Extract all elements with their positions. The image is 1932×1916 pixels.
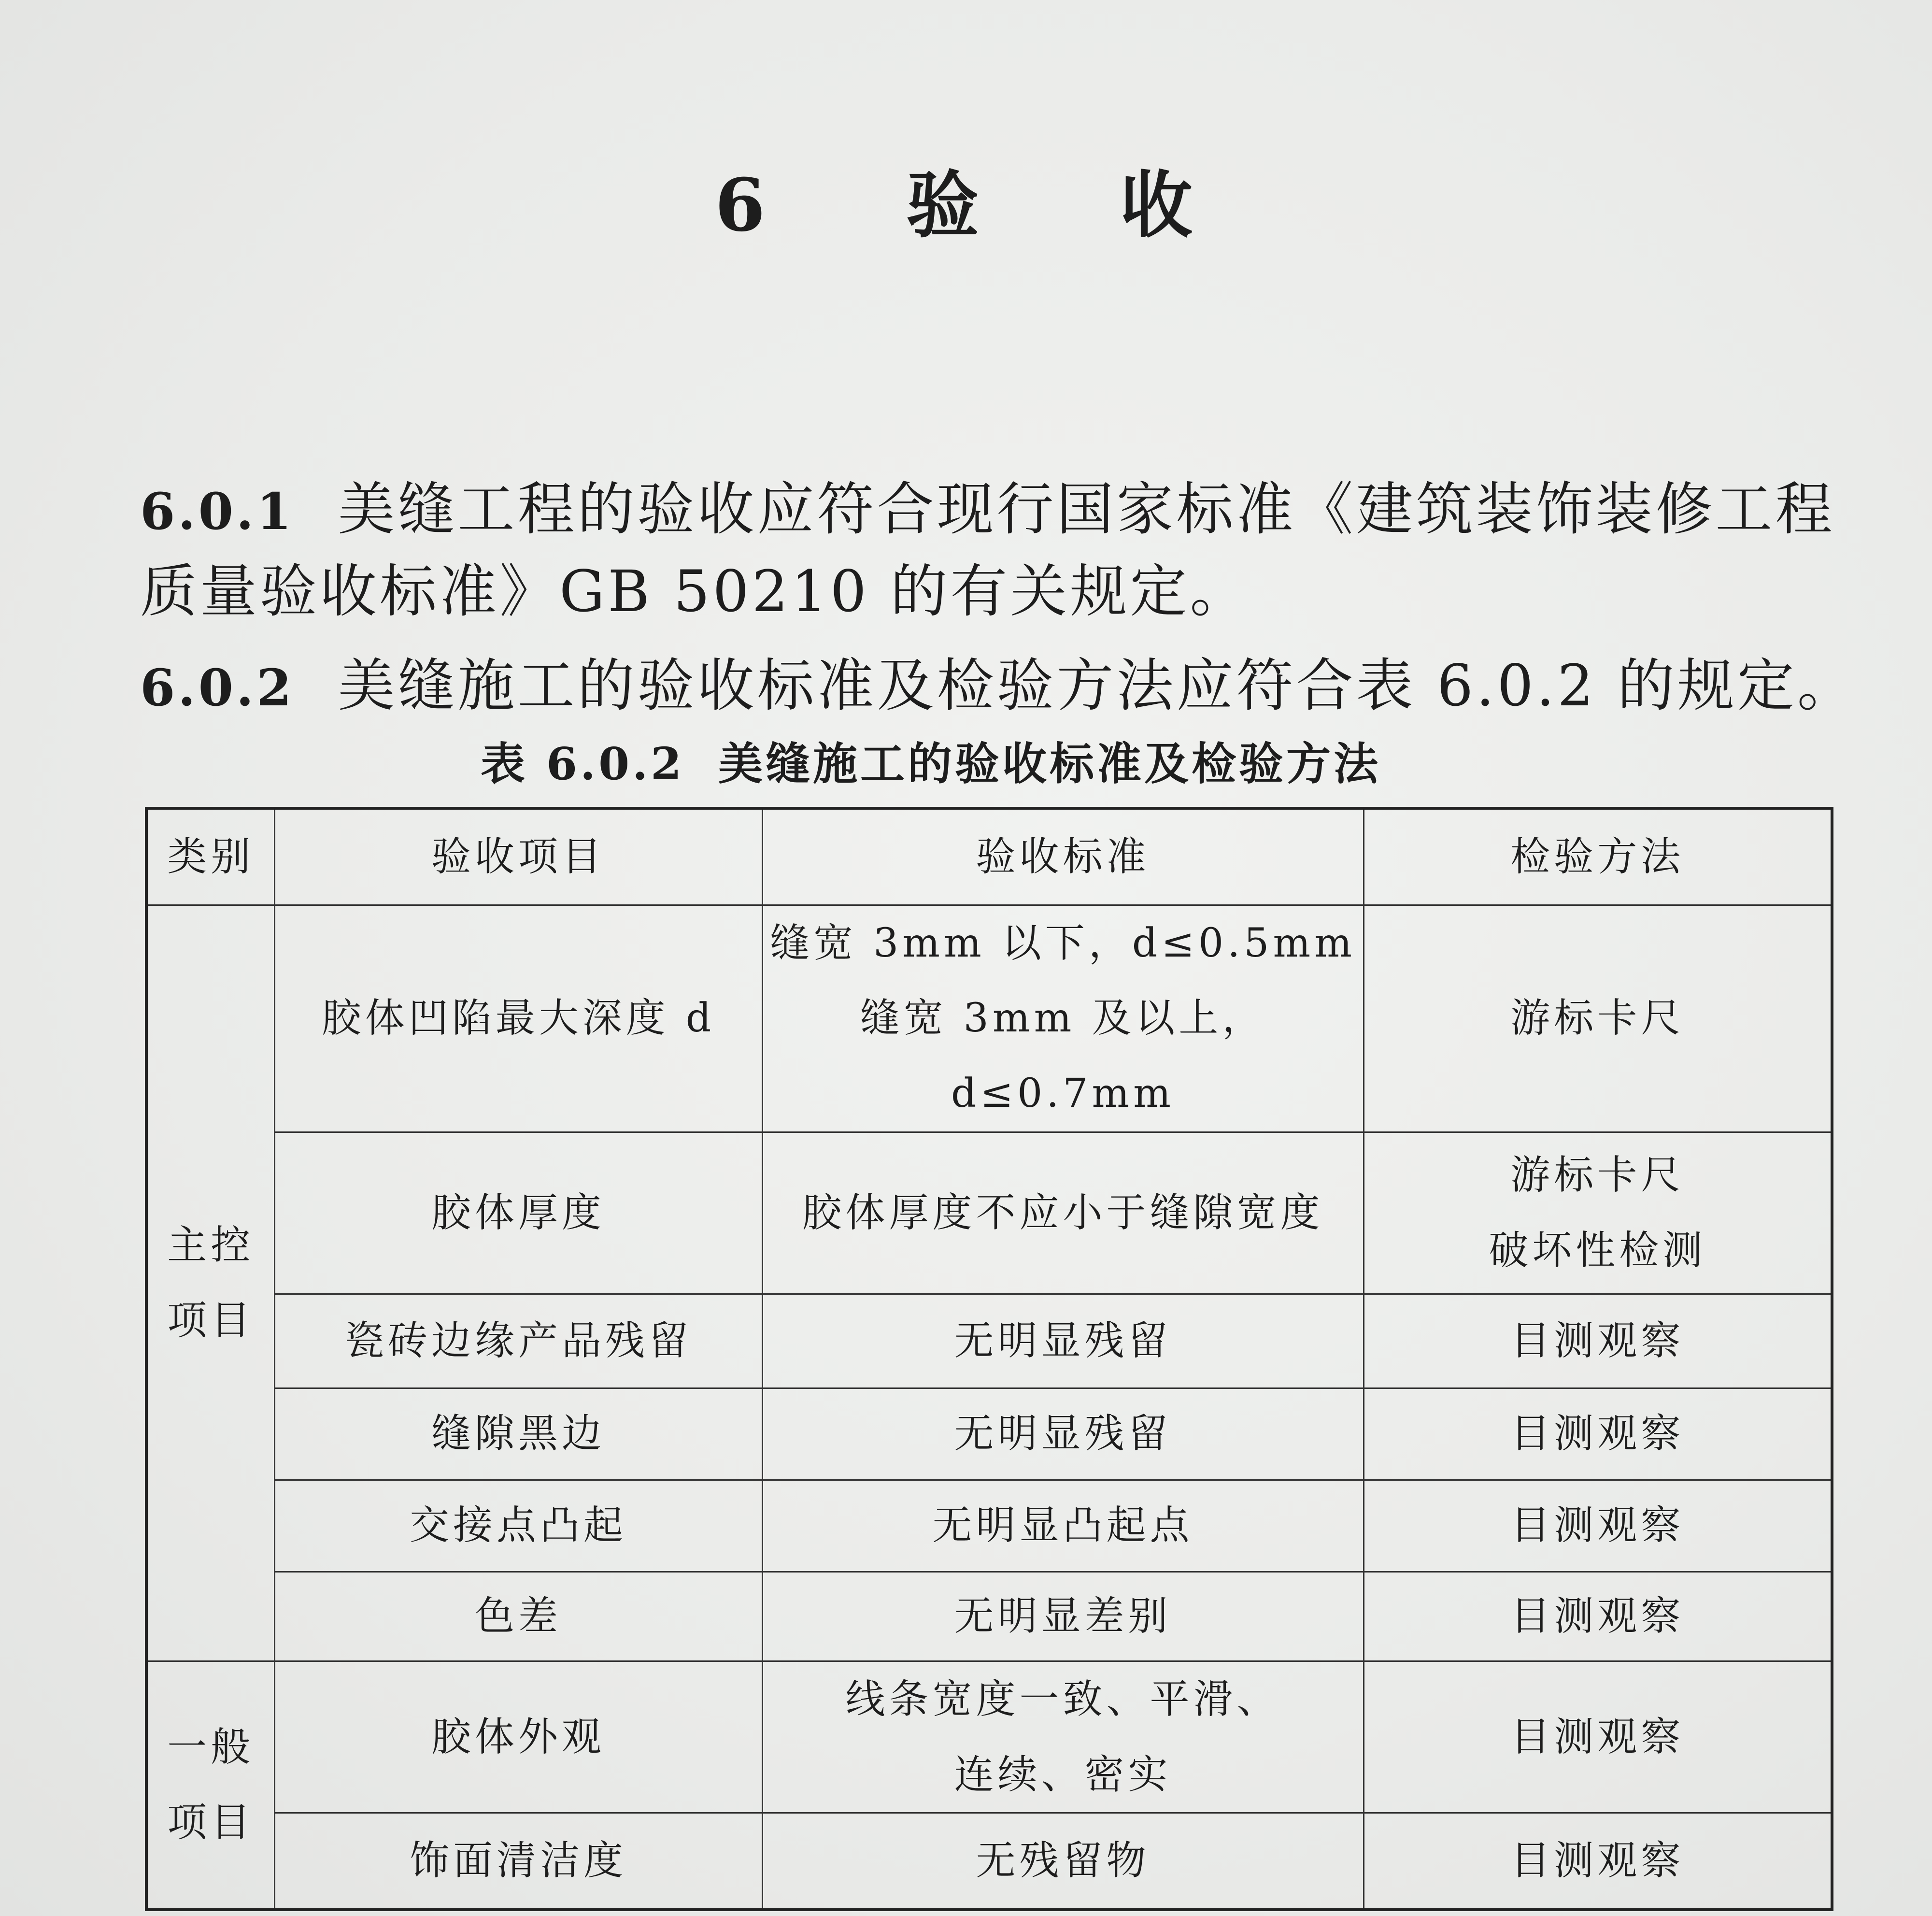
method-cell: 目测观察: [1364, 1294, 1832, 1388]
standard-text: 连续、密实: [954, 1751, 1172, 1798]
method-cell: 目测观察: [1364, 1813, 1832, 1910]
acceptance-table: [145, 807, 1833, 1911]
method-cell: 目测观察: [1364, 1480, 1832, 1572]
category-label: 项目: [167, 1297, 255, 1344]
category-label: 一般: [167, 1724, 255, 1771]
table-row: [146, 1388, 1832, 1480]
table-row: [146, 1572, 1832, 1661]
table-row: [146, 905, 1832, 1132]
category-label: 项目: [167, 1799, 255, 1845]
item-cell: 交接点凸起: [274, 1480, 762, 1572]
clause-6-0-1-continued: [140, 558, 1250, 625]
clause-text: 美缝工程的验收应符合现行国家标准《建筑装饰装修工程: [338, 476, 1835, 543]
header-standard: 验收标准: [762, 808, 1364, 905]
standard-cell: 无明显差别: [762, 1572, 1364, 1661]
category-cell-main-control: [146, 905, 274, 1661]
table-row: [146, 1132, 1832, 1294]
method-text: 破坏性检测: [1489, 1227, 1706, 1273]
standard-cell: [762, 905, 1364, 1132]
table-caption-title: 美缝施工的验收标准及检验方法: [718, 738, 1381, 790]
header-method: 检验方法: [1364, 808, 1832, 905]
method-cell: 目测观察: [1364, 1661, 1832, 1813]
standard-text: 缝宽 3mm 及以上，d≤0.7mm: [860, 995, 1266, 1117]
clause-6-0-2: [140, 652, 1857, 719]
item-cell: 胶体凹陷最大深度 d: [274, 905, 762, 1132]
clause-text: 美缝施工的验收标准及检验方法应符合表 6.0.2 的规定。: [338, 652, 1857, 719]
table-header-row: [146, 808, 1832, 905]
clause-text: 质量验收标准》GB 50210 的有关规定。: [140, 558, 1250, 625]
method-cell: 目测观察: [1364, 1388, 1832, 1480]
header-category: 类别: [146, 808, 274, 905]
table-caption: [481, 738, 1381, 790]
item-cell: 色差: [274, 1572, 762, 1661]
standard-cell: 无明显凸起点: [762, 1480, 1364, 1572]
category-label: 主控: [167, 1222, 255, 1268]
item-cell: 胶体外观: [274, 1661, 762, 1813]
item-cell: 缝隙黑边: [274, 1388, 762, 1480]
standard-cell: 无残留物: [762, 1813, 1364, 1910]
clause-number: 6.0.2: [140, 658, 295, 717]
category-cell-general: [146, 1661, 274, 1910]
method-cell: [1364, 1132, 1832, 1294]
table-row: [146, 1661, 1832, 1813]
standard-cell: [762, 1661, 1364, 1813]
standard-text: 线条宽度一致、平滑、: [845, 1676, 1280, 1722]
standard-text: 缝宽 3mm 以下，d≤0.5mm: [770, 920, 1356, 966]
method-text: 游标卡尺: [1510, 1152, 1685, 1199]
table-row: [146, 1813, 1832, 1910]
method-cell: 游标卡尺: [1364, 905, 1832, 1132]
item-cell: 胶体厚度: [274, 1132, 762, 1294]
table-row: [146, 1480, 1832, 1572]
item-cell: 瓷砖边缘产品残留: [274, 1294, 762, 1388]
standard-cell: 无明显残留: [762, 1294, 1364, 1388]
item-cell: 饰面清洁度: [274, 1813, 762, 1910]
clause-6-0-1: [140, 476, 1835, 543]
standard-cell: 无明显残留: [762, 1388, 1364, 1480]
standard-cell: 胶体厚度不应小于缝隙宽度: [762, 1132, 1364, 1294]
chapter-title: 6 验 收: [715, 163, 1250, 248]
header-item: 验收项目: [274, 808, 762, 905]
clause-number: 6.0.1: [140, 482, 295, 541]
table-caption-number: 表 6.0.2: [481, 738, 685, 790]
table-row: [146, 1294, 1832, 1388]
method-cell: 目测观察: [1364, 1572, 1832, 1661]
